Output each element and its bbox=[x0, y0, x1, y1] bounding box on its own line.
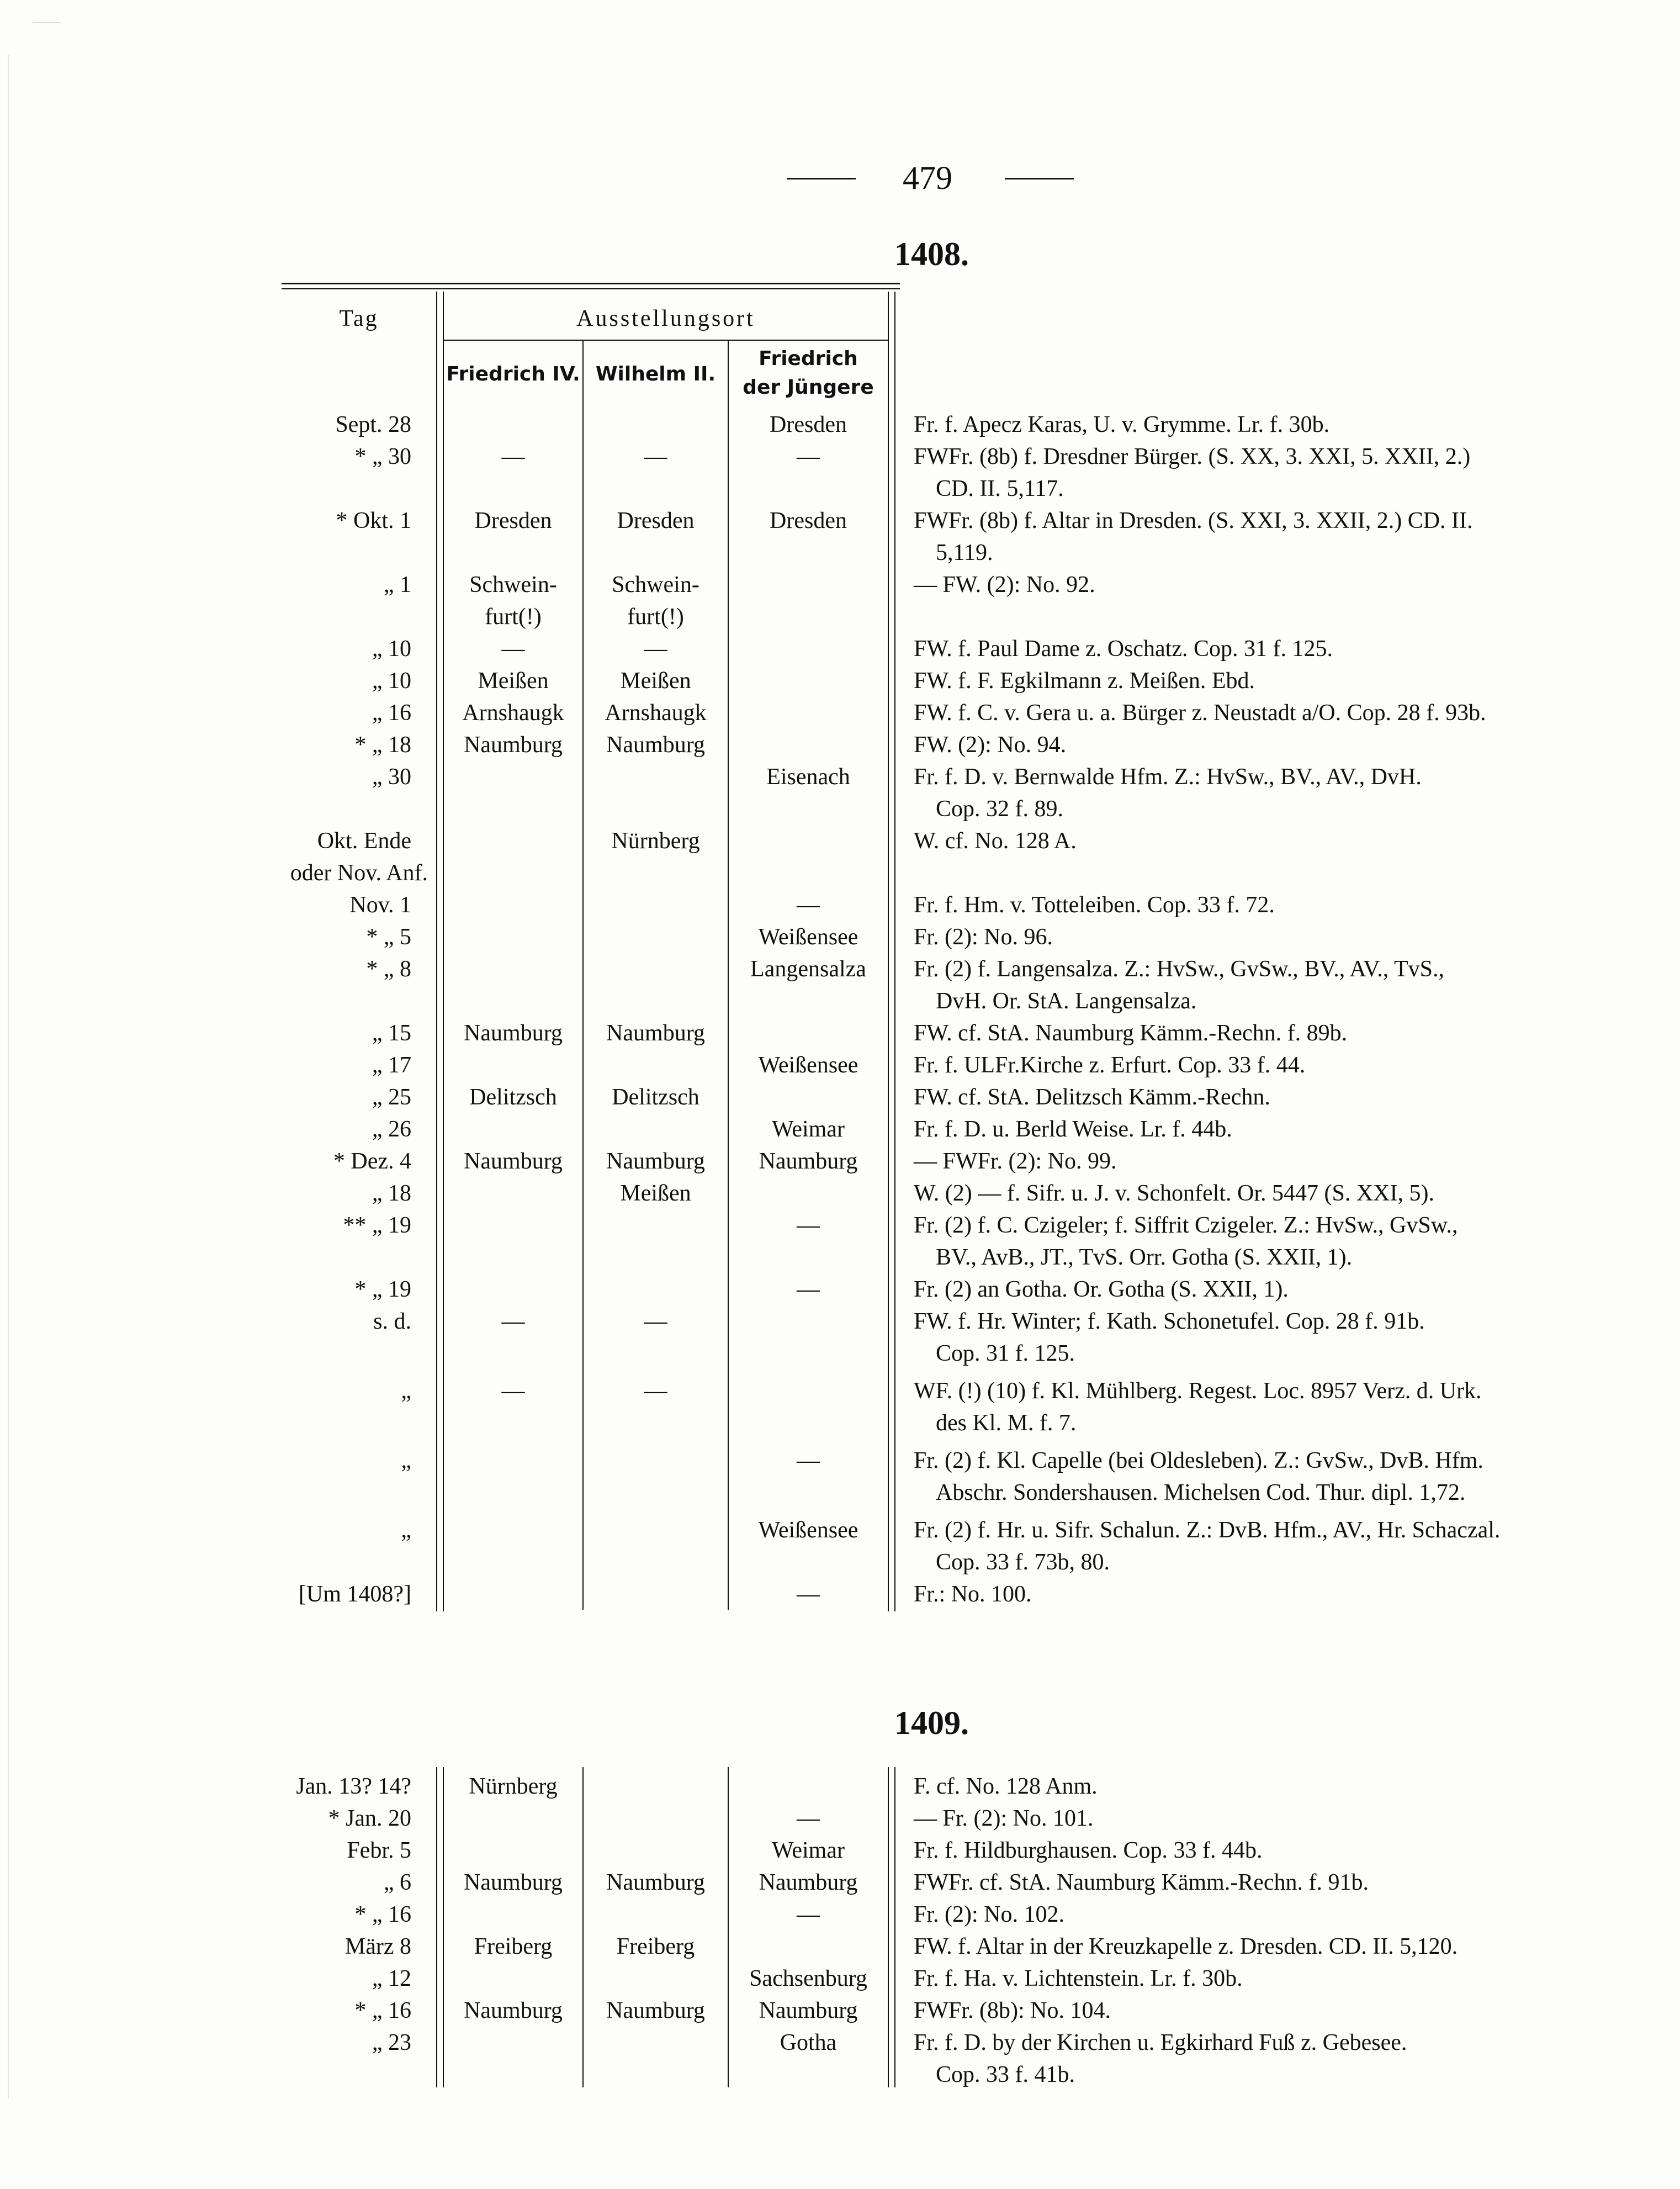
column-header-ausstellungsort: Ausstellungsort bbox=[576, 306, 755, 331]
row-note: Fr. f. Hildburghausen. Cop. 33 f. 44b. bbox=[914, 1838, 1263, 1863]
row-note-continued: Cop. 33 f. 73b, 80. bbox=[936, 1550, 1110, 1575]
place-c2: Naumburg bbox=[606, 732, 705, 758]
row-note: Fr. (2): No. 96. bbox=[914, 924, 1053, 950]
place-c3: Gotha bbox=[780, 2030, 837, 2055]
place-c3: Naumburg bbox=[759, 1998, 858, 2023]
place-c2: Delitzsch bbox=[612, 1085, 699, 1110]
row-tag: „ 15 bbox=[372, 1021, 411, 1046]
place-c2: Naumburg bbox=[606, 1870, 705, 1895]
row-note: FWFr. (8b): No. 104. bbox=[914, 1998, 1111, 2023]
page-number: 479 bbox=[903, 160, 952, 196]
place-c3: Weißensee bbox=[758, 924, 858, 950]
divider-tag-2 bbox=[443, 292, 444, 1611]
place-c3: — bbox=[797, 1582, 820, 1607]
row-note: Fr. (2) f. Kl. Capelle (bei Oldesleben). Z.: GvSw., DvB. Hfm. bbox=[914, 1448, 1483, 1473]
column-header-friedrich-iv: Friedrich IV. bbox=[446, 363, 580, 385]
row-tag: „ 10 bbox=[372, 636, 411, 662]
row-tag: * „ 8 bbox=[366, 956, 411, 982]
row-tag: „ 6 bbox=[383, 1870, 411, 1895]
row-note-continued: Cop. 31 f. 125. bbox=[936, 1341, 1075, 1366]
place-c1: Naumburg bbox=[464, 1149, 563, 1174]
place-c2: — bbox=[644, 636, 667, 662]
place-c3: Weimar bbox=[772, 1838, 845, 1863]
row-note: Fr. f. ULFr.Kirche z. Erfurt. Cop. 33 f. 44. bbox=[914, 1053, 1306, 1078]
row-note-continued: Abschr. Sondershausen. Michelsen Cod. Thur. dipl. 1,72. bbox=[936, 1480, 1466, 1505]
place-c1: — bbox=[501, 1309, 525, 1334]
row-tag: * „ 16 bbox=[354, 1902, 411, 1927]
page-number-dash-right bbox=[1005, 178, 1074, 179]
place-c1: Nürnberg bbox=[469, 1774, 558, 1799]
row-tag: * „ 19 bbox=[354, 1277, 411, 1302]
row-tag: „ 30 bbox=[372, 764, 411, 790]
row-tag: Okt. Ende bbox=[317, 828, 411, 854]
place-c3: — bbox=[797, 1277, 820, 1302]
divider-notes-2 bbox=[894, 292, 895, 1611]
place-c3: — bbox=[797, 892, 820, 918]
row-note: F. cf. No. 128 Anm. bbox=[914, 1774, 1098, 1799]
place-c3: Dresden bbox=[770, 508, 847, 533]
place-c1-continued: furt(!) bbox=[485, 604, 542, 630]
row-tag: „ 18 bbox=[372, 1181, 411, 1206]
row-note: WF. (!) (10) f. Kl. Mühlberg. Regest. Loc. 8957 Verz. d. Urk. bbox=[914, 1378, 1482, 1404]
place-c1: — bbox=[501, 1378, 525, 1404]
divider-tag bbox=[436, 292, 437, 1611]
place-c1: Arnshaugk bbox=[462, 700, 564, 726]
row-tag: Jan. 13? 14? bbox=[296, 1774, 411, 1799]
row-tag-continued: oder Nov. Anf. bbox=[290, 860, 428, 886]
row-tag: * Dez. 4 bbox=[333, 1149, 411, 1174]
row-note: Fr. (2) f. C. Czigeler; f. Siffrit Czigeler. Z.: HvSw., GvSw., bbox=[914, 1213, 1458, 1238]
column-header-tag: Tag bbox=[339, 306, 379, 331]
place-c2: Dresden bbox=[617, 508, 695, 533]
divider-notes bbox=[888, 292, 889, 1611]
row-tag: „ 10 bbox=[372, 668, 411, 694]
row-tag: * „ 16 bbox=[354, 1998, 411, 2023]
place-c3: — bbox=[797, 1448, 820, 1473]
row-note: W. cf. No. 128 A. bbox=[914, 828, 1077, 854]
row-note: Fr. (2) f. Langensalza. Z.: HvSw., GvSw., BV., AV., TvS., bbox=[914, 956, 1444, 982]
row-note: FW. f. Paul Dame z. Oschatz. Cop. 31 f. 125. bbox=[914, 636, 1333, 662]
place-c2: — bbox=[644, 1378, 667, 1404]
scan-edge-line bbox=[8, 55, 9, 2098]
row-tag: Sept. 28 bbox=[335, 412, 411, 437]
row-tag: „ 23 bbox=[372, 2030, 411, 2055]
place-c3: Weißensee bbox=[758, 1518, 858, 1543]
row-tag: „ 12 bbox=[372, 1966, 411, 1991]
place-c3: Sachsenburg bbox=[749, 1966, 867, 1991]
row-tag: März 8 bbox=[345, 1934, 411, 1959]
row-note-continued: DvH. Or. StA. Langensalza. bbox=[936, 988, 1197, 1014]
place-c3: Naumburg bbox=[759, 1870, 858, 1895]
row-tag: * Jan. 20 bbox=[328, 1806, 411, 1831]
row-note: FW. f. F. Egkilmann z. Meißen. Ebd. bbox=[914, 668, 1255, 694]
row-tag: „ 1 bbox=[383, 572, 411, 598]
divider-notes-1409-2 bbox=[894, 1767, 895, 2087]
row-note: Fr. f. D. by der Kirchen u. Egkirhard Fuß z. Gebesee. bbox=[914, 2030, 1407, 2055]
place-c2: — bbox=[644, 444, 667, 469]
row-note: — Fr. (2): No. 101. bbox=[914, 1806, 1094, 1831]
row-tag: „ bbox=[401, 1518, 411, 1543]
place-c2: Naumburg bbox=[606, 1149, 705, 1174]
row-note: FW. f. Altar in der Kreuzkapelle z. Dresden. CD. II. 5,120. bbox=[914, 1934, 1458, 1959]
place-c3: Naumburg bbox=[759, 1149, 858, 1174]
row-note-continued: 5,119. bbox=[936, 540, 993, 565]
place-c1: Naumburg bbox=[464, 1870, 563, 1895]
row-note: Fr. f. D. v. Bernwalde Hfm. Z.: HvSw., BV., AV., DvH. bbox=[914, 764, 1422, 790]
row-note-continued: Cop. 33 f. 41b. bbox=[936, 2062, 1075, 2087]
row-tag: „ 26 bbox=[372, 1117, 411, 1142]
place-c1: Naumburg bbox=[464, 732, 563, 758]
row-note: W. (2) — f. Sifr. u. J. v. Schonfelt. Or. 5447 (S. XXI, 5). bbox=[914, 1181, 1434, 1206]
row-tag: „ 17 bbox=[372, 1053, 411, 1078]
place-c3: Dresden bbox=[770, 412, 847, 437]
divider-c1-1409 bbox=[582, 1767, 584, 2087]
place-c3: — bbox=[797, 444, 820, 469]
place-c1: — bbox=[501, 444, 525, 469]
place-c2: Naumburg bbox=[606, 1998, 705, 2023]
place-c1: Naumburg bbox=[464, 1998, 563, 2023]
table-top-rule bbox=[282, 283, 900, 284]
row-tag: * Okt. 1 bbox=[336, 508, 411, 533]
row-tag: Febr. 5 bbox=[347, 1838, 411, 1863]
place-c1: Meißen bbox=[478, 668, 549, 694]
row-note: FW. (2): No. 94. bbox=[914, 732, 1067, 758]
row-note: Fr. f. Hm. v. Totteleiben. Cop. 33 f. 72. bbox=[914, 892, 1275, 918]
page-number-dash-left bbox=[787, 178, 856, 179]
place-c2: Schwein- bbox=[612, 572, 699, 598]
row-tag: Nov. 1 bbox=[349, 892, 411, 918]
place-c2: Arnshaugk bbox=[605, 700, 707, 726]
place-c2: — bbox=[644, 1309, 667, 1334]
divider-tag-1409-2 bbox=[443, 1767, 444, 2087]
place-c3: Langensalza bbox=[750, 956, 866, 982]
place-c3: Weißensee bbox=[758, 1053, 858, 1078]
row-note-continued: CD. II. 5,117. bbox=[936, 476, 1064, 501]
year-heading-1408: 1408. bbox=[894, 236, 969, 272]
place-c2-continued: furt(!) bbox=[627, 604, 684, 630]
row-note: Fr. f. D. u. Berld Weise. Lr. f. 44b. bbox=[914, 1117, 1232, 1142]
place-c1: Delitzsch bbox=[469, 1085, 557, 1110]
row-note: — FWFr. (2): No. 99. bbox=[914, 1149, 1117, 1174]
scan-mark bbox=[33, 22, 61, 23]
place-c2: Freiberg bbox=[616, 1934, 695, 1959]
place-c3: — bbox=[797, 1902, 820, 1927]
row-note: FW. f. Hr. Winter; f. Kath. Schonetufel. Cop. 28 f. 91b. bbox=[914, 1309, 1425, 1334]
column-header-friedrich-j-line1: Friedrich bbox=[759, 347, 858, 370]
place-c1: Schwein- bbox=[469, 572, 557, 598]
row-tag: „ 25 bbox=[372, 1085, 411, 1110]
row-tag: „ bbox=[401, 1448, 411, 1473]
place-c3: — bbox=[797, 1213, 820, 1238]
row-note: FW. f. C. v. Gera u. a. Bürger z. Neustadt a/O. Cop. 28 f. 93b. bbox=[914, 700, 1486, 726]
divider-tag-1409 bbox=[436, 1767, 437, 2087]
row-note-continued: BV., AvB., JT., TvS. Orr. Gotha (S. XXII, 1). bbox=[936, 1245, 1353, 1270]
row-note: — FW. (2): No. 92. bbox=[914, 572, 1095, 598]
row-note: Fr. (2): No. 102. bbox=[914, 1902, 1064, 1927]
row-tag: s. d. bbox=[373, 1309, 411, 1334]
row-note-continued: des Kl. M. f. 7. bbox=[936, 1410, 1077, 1436]
row-note-continued: Cop. 32 f. 89. bbox=[936, 796, 1063, 822]
row-note: Fr. (2) f. Hr. u. Sifr. Schalun. Z.: DvB. Hfm., AV., Hr. Schaczal. bbox=[914, 1518, 1501, 1543]
row-tag: [Um 1408?] bbox=[298, 1582, 411, 1607]
row-note: FWFr. cf. StA. Naumburg Kämm.-Rechn. f. 91b. bbox=[914, 1870, 1369, 1895]
table-top-rule-2 bbox=[282, 288, 900, 289]
row-note: Fr. (2) an Gotha. Or. Gotha (S. XXII, 1). bbox=[914, 1277, 1289, 1302]
column-header-friedrich-j-line2: der Jüngere bbox=[743, 376, 874, 399]
row-note: FW. cf. StA. Naumburg Kämm.-Rechn. f. 89b. bbox=[914, 1021, 1348, 1046]
place-c2: Meißen bbox=[620, 1181, 691, 1206]
row-tag: * „ 18 bbox=[354, 732, 411, 758]
place-c1: Freiberg bbox=[474, 1934, 553, 1959]
place-c1: Dresden bbox=[474, 508, 552, 533]
row-note: FW. cf. StA. Delitzsch Kämm.-Rechn. bbox=[914, 1085, 1270, 1110]
place-c2: Meißen bbox=[620, 668, 691, 694]
header-subrule bbox=[444, 340, 888, 341]
place-c1: — bbox=[501, 636, 525, 662]
place-c1: Naumburg bbox=[464, 1021, 563, 1046]
row-tag: ** „ 19 bbox=[343, 1213, 411, 1238]
place-c3: Weimar bbox=[772, 1117, 845, 1142]
row-note: FWFr. (8b) f. Altar in Dresden. (S. XXI, 3. XXII, 2.) CD. II. bbox=[914, 508, 1473, 533]
place-c3: — bbox=[797, 1806, 820, 1831]
row-note: FWFr. (8b) f. Dresdner Bürger. (S. XX, 3. XXI, 5. XXII, 2.) bbox=[914, 444, 1471, 469]
column-header-wilhelm-ii: Wilhelm II. bbox=[595, 363, 716, 385]
row-tag: * „ 5 bbox=[366, 924, 411, 950]
row-tag: * „ 30 bbox=[354, 444, 411, 469]
place-c2: Naumburg bbox=[606, 1021, 705, 1046]
year-heading-1409: 1409. bbox=[894, 1705, 969, 1741]
row-tag: „ 16 bbox=[372, 700, 411, 726]
place-c2: Nürnberg bbox=[611, 828, 700, 854]
row-note: Fr. f. Apecz Karas, U. v. Grymme. Lr. f. 30b. bbox=[914, 412, 1330, 437]
row-note: Fr. f. Ha. v. Lichtenstein. Lr. f. 30b. bbox=[914, 1966, 1243, 1991]
row-tag: „ bbox=[401, 1378, 411, 1404]
divider-notes-1409 bbox=[888, 1767, 889, 2087]
row-note: Fr.: No. 100. bbox=[914, 1582, 1032, 1607]
place-c3: Eisenach bbox=[766, 764, 850, 790]
